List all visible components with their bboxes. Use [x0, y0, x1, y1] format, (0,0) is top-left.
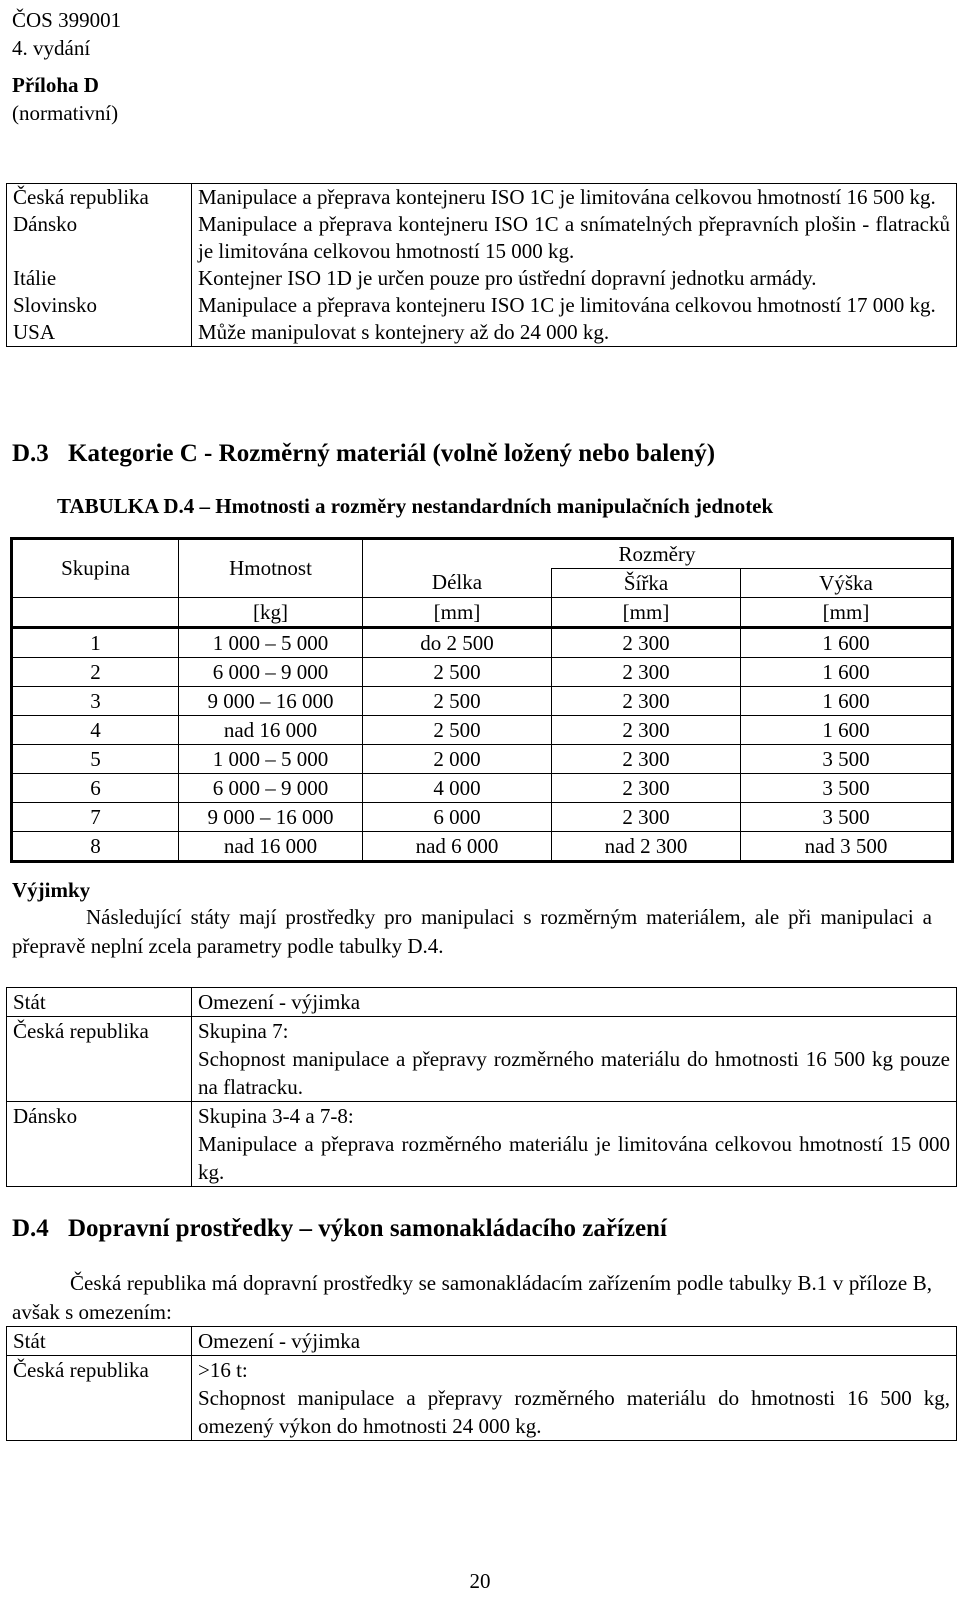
length-cell: nad 6 000 [363, 832, 552, 862]
restrictions-table-1 [6, 183, 957, 347]
group-cell: 5 [12, 745, 179, 774]
height-cell: 1 600 [741, 658, 953, 687]
table-row [7, 184, 957, 212]
weight-cell: 6 000 – 9 000 [179, 658, 363, 687]
unit-length: [mm] [363, 598, 552, 628]
state-cell: Itálie [7, 265, 192, 292]
section-d3-heading [12, 437, 715, 471]
state-cell: Dánsko [7, 211, 192, 265]
table-row [7, 211, 957, 265]
width-cell: 2 300 [552, 774, 741, 803]
annex-type: (normativní) [12, 101, 119, 125]
restriction-cell [192, 1356, 957, 1441]
table-caption: TABULKA D.4 – Hmotnosti a rozměry nestandardních manipulačních jednotek [57, 494, 774, 518]
edition: 4. vydání [12, 36, 91, 60]
section-title: Kategorie C - Rozměrný materiál (volně ložený nebo balený) [68, 440, 716, 467]
height-cell: 3 500 [741, 745, 953, 774]
length-cell: 6 000 [363, 803, 552, 832]
length-cell: 2 500 [363, 716, 552, 745]
table-row [12, 774, 953, 803]
length-cell: 2 500 [363, 658, 552, 687]
restriction-cell: Manipulace a přeprava kontejneru ISO 1C je limitována celkovou hmotností 17 000 kg. [192, 292, 957, 319]
table-row [7, 319, 957, 347]
width-cell: 2 300 [552, 628, 741, 658]
page-number: 20 [469, 1569, 491, 1593]
restrictions-table-3 [6, 1326, 957, 1441]
unit-height: [mm] [741, 598, 953, 628]
restriction-cell [192, 1017, 957, 1102]
exceptions-text: Následující státy mají prostředky pro manipulaci s rozměrným materiálem, ale při manipulaci a přepravě neplní zcela parametry podle tabulky D.4. [12, 905, 932, 958]
height-cell: 1 600 [741, 687, 953, 716]
state-cell: Slovinsko [7, 292, 192, 319]
group-cell: 6 [12, 774, 179, 803]
header-state: Stát [7, 988, 192, 1017]
table-row [12, 803, 953, 832]
restriction-cell [192, 1102, 957, 1187]
restriction-cell: Může manipulovat s kontejnery až do 24 000 kg. [192, 319, 957, 347]
length-cell: 2 000 [363, 745, 552, 774]
annex-heading [12, 71, 118, 127]
restriction-group: Skupina 7: [198, 1019, 289, 1043]
standard-code: ČOS 399001 [12, 8, 122, 32]
document-header [12, 6, 121, 62]
weight-cell: 9 000 – 16 000 [179, 687, 363, 716]
annex-title: Příloha D [12, 73, 99, 97]
restriction-group: >16 t: [198, 1358, 248, 1382]
table-row [7, 1102, 957, 1187]
restriction-group: Skupina 3-4 a 7-8: [198, 1104, 354, 1128]
section-number: D.4 [12, 1215, 49, 1242]
header-width: Šířka [552, 569, 741, 598]
group-cell: 2 [12, 658, 179, 687]
height-cell: 3 500 [741, 803, 953, 832]
restriction-text: Manipulace a přeprava rozměrného materiálu je limitována celkovou hmotností 15 000 kg. [198, 1132, 950, 1184]
weight-cell: 9 000 – 16 000 [179, 803, 363, 832]
state-cell: Česká republika [7, 1356, 192, 1441]
header-limit: Omezení - výjimka [192, 1327, 957, 1356]
header-group: Skupina [12, 539, 179, 598]
header-limit: Omezení - výjimka [192, 988, 957, 1017]
width-cell: 2 300 [552, 745, 741, 774]
state-cell: Dánsko [7, 1102, 192, 1187]
header-length: Délka [363, 569, 552, 598]
state-cell: Česká republika [7, 1017, 192, 1102]
width-cell: 2 300 [552, 658, 741, 687]
restriction-cell: Kontejner ISO 1D je určen pouze pro ústřední dopravní jednotku armády. [192, 265, 957, 292]
width-cell: 2 300 [552, 803, 741, 832]
header-state: Stát [7, 1327, 192, 1356]
length-cell: do 2 500 [363, 628, 552, 658]
section-d4-text: Česká republika má dopravní prostředky se samonakládacím zařízením podle tabulky B.1 v příloze B, avšak s omezením: [12, 1271, 932, 1324]
exceptions-title: Výjimky [12, 878, 91, 902]
table-row [12, 716, 953, 745]
table-row [7, 1017, 957, 1102]
restriction-text: Schopnost manipulace a přepravy rozměrného materiálu do hmotnosti 16 500 kg pouze na flatracku. [198, 1047, 950, 1099]
table-header-row [7, 988, 957, 1017]
header-weight: Hmotnost [179, 539, 363, 598]
table-units-row [12, 598, 953, 628]
header-height: Výška [741, 569, 953, 598]
unit-width: [mm] [552, 598, 741, 628]
table-row [12, 658, 953, 687]
table-d4 [10, 537, 954, 863]
height-cell: nad 3 500 [741, 832, 953, 862]
section-d4-paragraph [12, 1269, 932, 1327]
group-cell: 8 [12, 832, 179, 862]
weight-cell: 6 000 – 9 000 [179, 774, 363, 803]
height-cell: 1 600 [741, 716, 953, 745]
height-cell: 1 600 [741, 628, 953, 658]
table-row [12, 832, 953, 862]
weight-cell: nad 16 000 [179, 716, 363, 745]
group-cell: 1 [12, 628, 179, 658]
width-cell: 2 300 [552, 687, 741, 716]
section-title: Dopravní prostředky – výkon samonakládacího zařízení [68, 1215, 667, 1242]
restrictions-table-2 [6, 987, 957, 1187]
width-cell: nad 2 300 [552, 832, 741, 862]
restriction-text: Schopnost manipulace a přepravy rozměrného materiálu do hmotnosti 16 500 kg, omezený výkon do hmotnosti 24 000 kg. [198, 1386, 950, 1438]
unit-weight: [kg] [179, 598, 363, 628]
length-cell: 2 500 [363, 687, 552, 716]
width-cell: 2 300 [552, 716, 741, 745]
group-cell: 3 [12, 687, 179, 716]
section-d4-heading [12, 1212, 667, 1246]
weight-cell: 1 000 – 5 000 [179, 745, 363, 774]
table-row [7, 292, 957, 319]
state-cell: Česká republika [7, 184, 192, 212]
group-cell: 4 [12, 716, 179, 745]
state-cell: USA [7, 319, 192, 347]
weight-cell: nad 16 000 [179, 832, 363, 862]
restriction-cell: Manipulace a přeprava kontejneru ISO 1C je limitována celkovou hmotností 16 500 kg. [192, 184, 957, 212]
table-row [7, 1356, 957, 1441]
table-row [12, 628, 953, 658]
table-row [12, 687, 953, 716]
height-cell: 3 500 [741, 774, 953, 803]
header-dimensions: Rozměry [363, 539, 953, 569]
exceptions-paragraph [12, 903, 932, 961]
group-cell: 7 [12, 803, 179, 832]
table-header-row [7, 1327, 957, 1356]
table-row [12, 745, 953, 774]
restriction-cell: Manipulace a přeprava kontejneru ISO 1C a snímatelných přepravních plošin - flatracků je limitována celkovou hmotností 15 000 kg. [192, 211, 957, 265]
weight-cell: 1 000 – 5 000 [179, 628, 363, 658]
table-header-row [12, 539, 953, 569]
section-number: D.3 [12, 440, 49, 467]
length-cell: 4 000 [363, 774, 552, 803]
table-row [7, 265, 957, 292]
unit-empty [12, 598, 179, 628]
